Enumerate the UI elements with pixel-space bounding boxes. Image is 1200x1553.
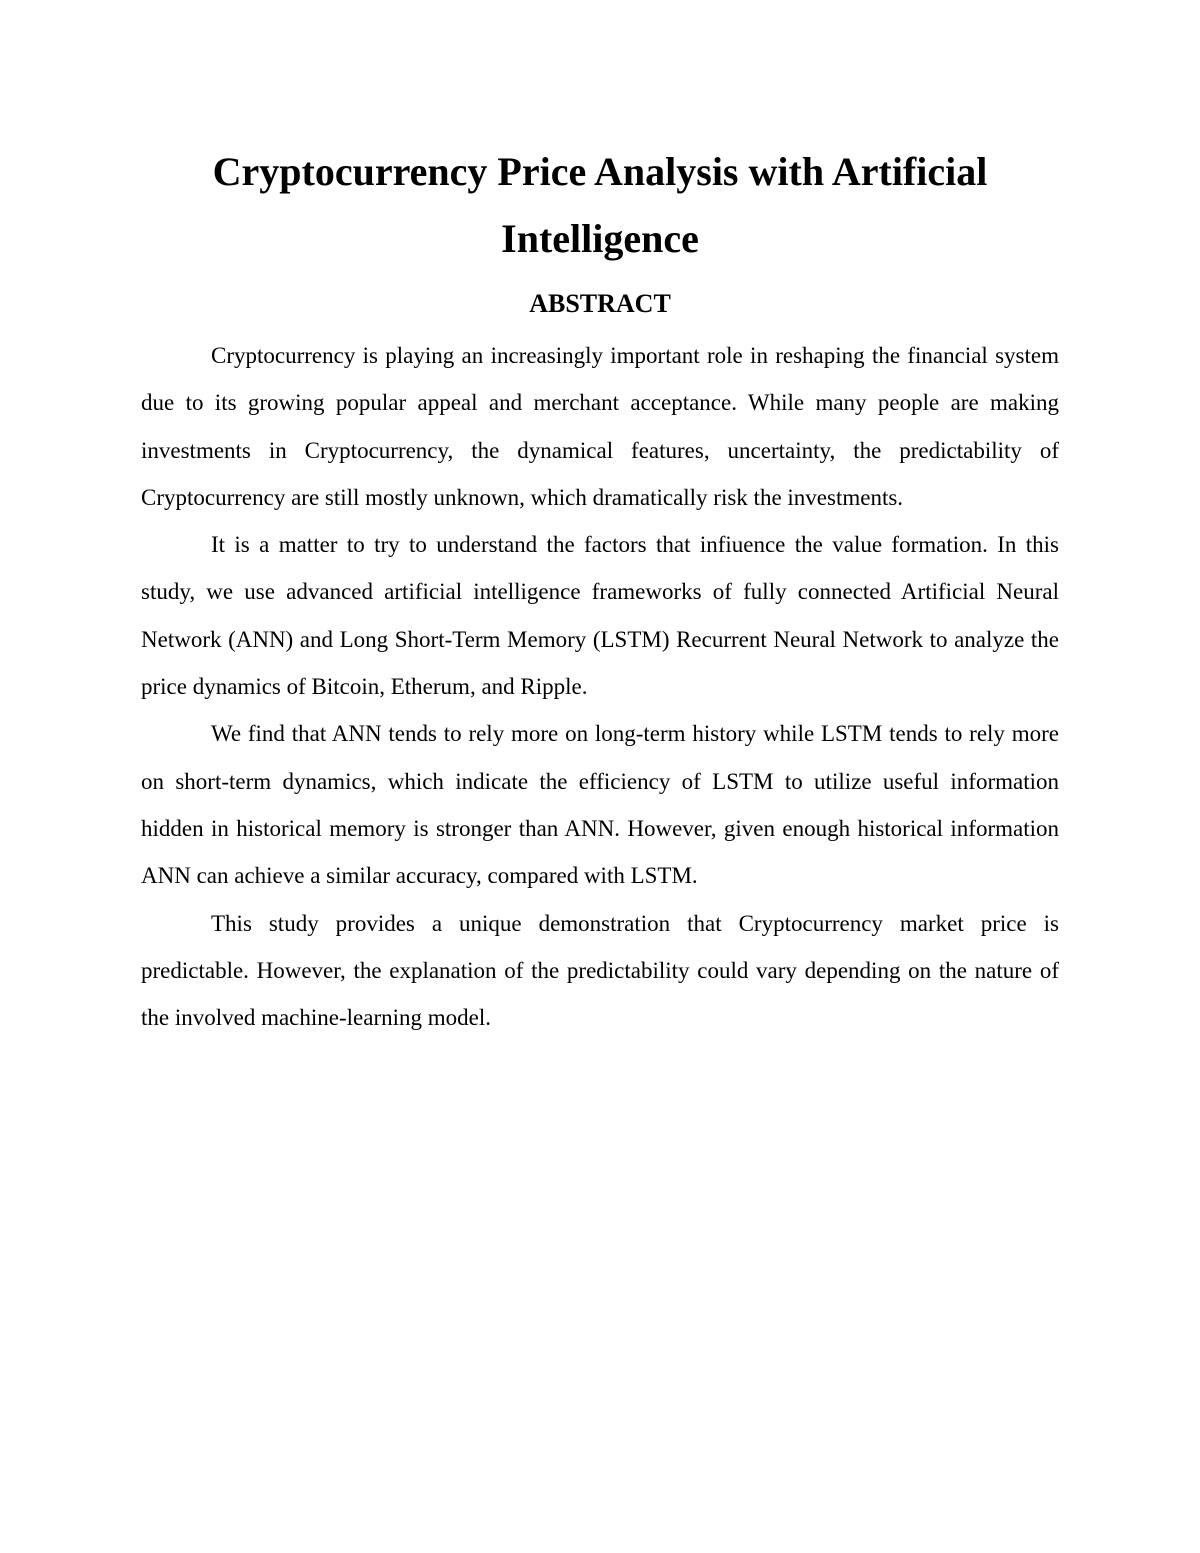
abstract-body: [141, 332, 1059, 1041]
abstract-heading: ABSTRACT: [529, 289, 671, 318]
paper-title: Cryptocurrency Price Analysis with Artificial Intelligence: [212, 149, 988, 261]
abstract-paragraph-3: We find that ANN tends to rely more on long-term history while LSTM tends to rely more on short-term dynamics, which indicate the efficiency of LSTM to utilize useful information hidden in historical memory is stronger than ANN. However, given enough historical information ANN can achieve a similar accuracy, compared with LSTM.: [141, 721, 1059, 889]
abstract-paragraph-1: Cryptocurrency is playing an increasingly important role in reshaping the financial system due to its growing popular appeal and merchant acceptance. While many people are making investments in Cryptocurrency, the dynamical features, uncertainty, the predictability of Cryptocurrency are still mostly unknown, which dramatically risk the investments.: [141, 343, 1059, 510]
abstract-paragraph-2: It is a matter to try to understand the factors that infiuence the value formation. In this study, we use advanced artificial intelligence frameworks of fully connected Artificial Neural Network (ANN) and Long Short-Term Memory (LSTM) Recurrent Neural Network to analyze the price dynamics of Bitcoin, Etherum, and Ripple.: [141, 532, 1059, 700]
document-page: [141, 138, 1059, 1041]
abstract-paragraph-4: This study provides a unique demonstration that Cryptocurrency market price is predictable. However, the explanation of the predictability could vary depending on the nature of the involved machine-learning model.: [141, 910, 1059, 1031]
